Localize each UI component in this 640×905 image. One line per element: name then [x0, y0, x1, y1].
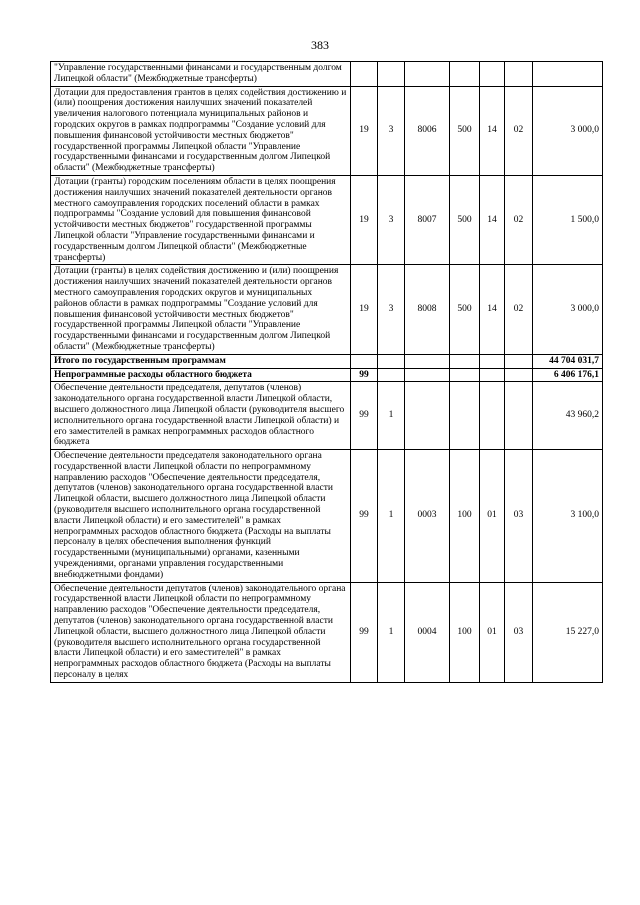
row-subsection: 03	[505, 450, 533, 583]
table-row	[51, 62, 603, 87]
row-description: Итого по государственным программам	[51, 354, 351, 368]
row-description: Дотации для предоставления грантов в целях содействия достижению и (или) поощрения достижения наилучших значений показателей увеличения налогового потенциала муниципальных районов и городских округов в рамках подпрограммы "Создание условий для повышения финансовой устойчивости местных бюджетов" государственной программы Липецкой области "Управление государственными финансами и государственным долгом Липецкой области" (Межбюджетные трансферты)	[51, 86, 351, 175]
row-expense-type: 500	[450, 175, 480, 264]
row-description: "Управление государственными финансами и государственным долгом Липецкой области" (Межбюджетные трансферты)	[51, 62, 351, 87]
row-section: 14	[480, 86, 505, 175]
row-amount: 44 704 031,7	[533, 354, 603, 368]
row-target-code	[405, 382, 450, 450]
row-target-code	[405, 368, 450, 382]
row-target-code: 8006	[405, 86, 450, 175]
row-expense-type: 100	[450, 450, 480, 583]
row-subsection	[505, 368, 533, 382]
row-target-code	[405, 354, 450, 368]
row-description: Обеспечение деятельности председателя законодательного органа государственной власти Липецкой области по непрограммному направлению расходов "Обеспечение деятельности председателя, депутатов (членов) законодательного органа государственной власти Липецкой области, высшего должностного лица Липецкой области (руководителя высшего исполнительного органа государственной власти Липецкой области) и его заместителей" в рамках непрограммных расходов областного бюджета (Расходы на выплаты персоналу в целях обеспечения выполнения функций государственными (муниципальными) органами, казенными учреждениями, органами управления государственными внебюджетными фондами)	[51, 450, 351, 583]
row-amount: 15 227,0	[533, 582, 603, 682]
row-amount: 3 000,0	[533, 265, 603, 354]
row-subprogram-code: 3	[378, 175, 405, 264]
row-target-code	[405, 62, 450, 87]
row-subprogram-code	[378, 62, 405, 87]
table-row	[51, 175, 603, 264]
table-row	[51, 382, 603, 450]
row-expense-type	[450, 368, 480, 382]
table-row	[51, 582, 603, 682]
row-expense-type: 500	[450, 265, 480, 354]
row-subsection	[505, 62, 533, 87]
row-subsection	[505, 354, 533, 368]
row-section	[480, 368, 505, 382]
table-row	[51, 450, 603, 583]
budget-table-body	[51, 62, 603, 683]
row-program-code: 99	[351, 368, 378, 382]
row-description: Обеспечение деятельности председателя, депутатов (членов) законодательного органа государственной власти Липецкой области, высшего должностного лица Липецкой области (руководителя высшего исполнительного органа государственной власти Липецкой области) и его заместителей в рамках непрограммных расходов областного бюджета	[51, 382, 351, 450]
row-target-code: 0003	[405, 450, 450, 583]
row-amount: 3 000,0	[533, 86, 603, 175]
row-description: Дотации (гранты) городским поселениям области в целях поощрения достижения наилучших значений показателей деятельности органов местного самоуправления городских поселений области в рамках подпрограммы "Создание условий для повышения финансовой устойчивости местных бюджетов" государственной программы Липецкой области "Управление государственными финансами и государственным долгом Липецкой области" (Межбюджетные трансферты)	[51, 175, 351, 264]
row-description: Обеспечение деятельности депутатов (членов) законодательного органа государственной власти Липецкой области по непрограммному направлению расходов "Обеспечение деятельности председателя, депутатов (членов) законодательного органа государственной власти Липецкой области, высшего должностного лица Липецкой области (руководителя высшего исполнительного органа государственной власти Липецкой области) и его заместителей" в рамках непрограммных расходов областного бюджета (Расходы на выплаты персоналу в целях	[51, 582, 351, 682]
row-section	[480, 62, 505, 87]
row-description: Непрограммные расходы областного бюджета	[51, 368, 351, 382]
row-amount: 43 960,2	[533, 382, 603, 450]
row-subprogram-code: 1	[378, 382, 405, 450]
row-subsection: 03	[505, 582, 533, 682]
row-section: 01	[480, 582, 505, 682]
row-target-code: 8007	[405, 175, 450, 264]
row-target-code: 8008	[405, 265, 450, 354]
row-amount: 1 500,0	[533, 175, 603, 264]
row-subsection: 02	[505, 86, 533, 175]
row-program-code: 19	[351, 265, 378, 354]
row-program-code: 99	[351, 582, 378, 682]
row-expense-type	[450, 354, 480, 368]
row-subprogram-code	[378, 354, 405, 368]
row-expense-type: 500	[450, 86, 480, 175]
table-row	[51, 265, 603, 354]
row-subsection: 02	[505, 175, 533, 264]
budget-table	[50, 61, 603, 683]
row-program-code	[351, 62, 378, 87]
row-subprogram-code: 3	[378, 265, 405, 354]
row-amount	[533, 62, 603, 87]
row-amount: 3 100,0	[533, 450, 603, 583]
row-program-code: 99	[351, 382, 378, 450]
row-expense-type	[450, 62, 480, 87]
row-subprogram-code: 1	[378, 450, 405, 583]
row-expense-type	[450, 382, 480, 450]
row-subsection	[505, 382, 533, 450]
row-section	[480, 382, 505, 450]
page-number: 383	[311, 38, 329, 52]
row-amount: 6 406 176,1	[533, 368, 603, 382]
row-section: 14	[480, 175, 505, 264]
row-section: 01	[480, 450, 505, 583]
row-section	[480, 354, 505, 368]
row-program-code	[351, 354, 378, 368]
table-row	[51, 86, 603, 175]
row-program-code: 99	[351, 450, 378, 583]
row-section: 14	[480, 265, 505, 354]
table-row-section	[51, 368, 603, 382]
row-expense-type: 100	[450, 582, 480, 682]
row-program-code: 19	[351, 86, 378, 175]
row-description: Дотации (гранты) в целях содействия достижению и (или) поощрения достижения наилучших значений показателей деятельности органов местного самоуправления городских округов и муниципальных районов области в рамках подпрограммы "Создание условий для повышения финансовой устойчивости местных бюджетов" государственной программы Липецкой области "Управление государственными финансами и государственным долгом Липецкой области" (Межбюджетные трансферты)	[51, 265, 351, 354]
row-subprogram-code: 3	[378, 86, 405, 175]
row-subprogram-code: 1	[378, 582, 405, 682]
row-program-code: 19	[351, 175, 378, 264]
row-subprogram-code	[378, 368, 405, 382]
row-target-code: 0004	[405, 582, 450, 682]
table-row-total	[51, 354, 603, 368]
row-subsection: 02	[505, 265, 533, 354]
